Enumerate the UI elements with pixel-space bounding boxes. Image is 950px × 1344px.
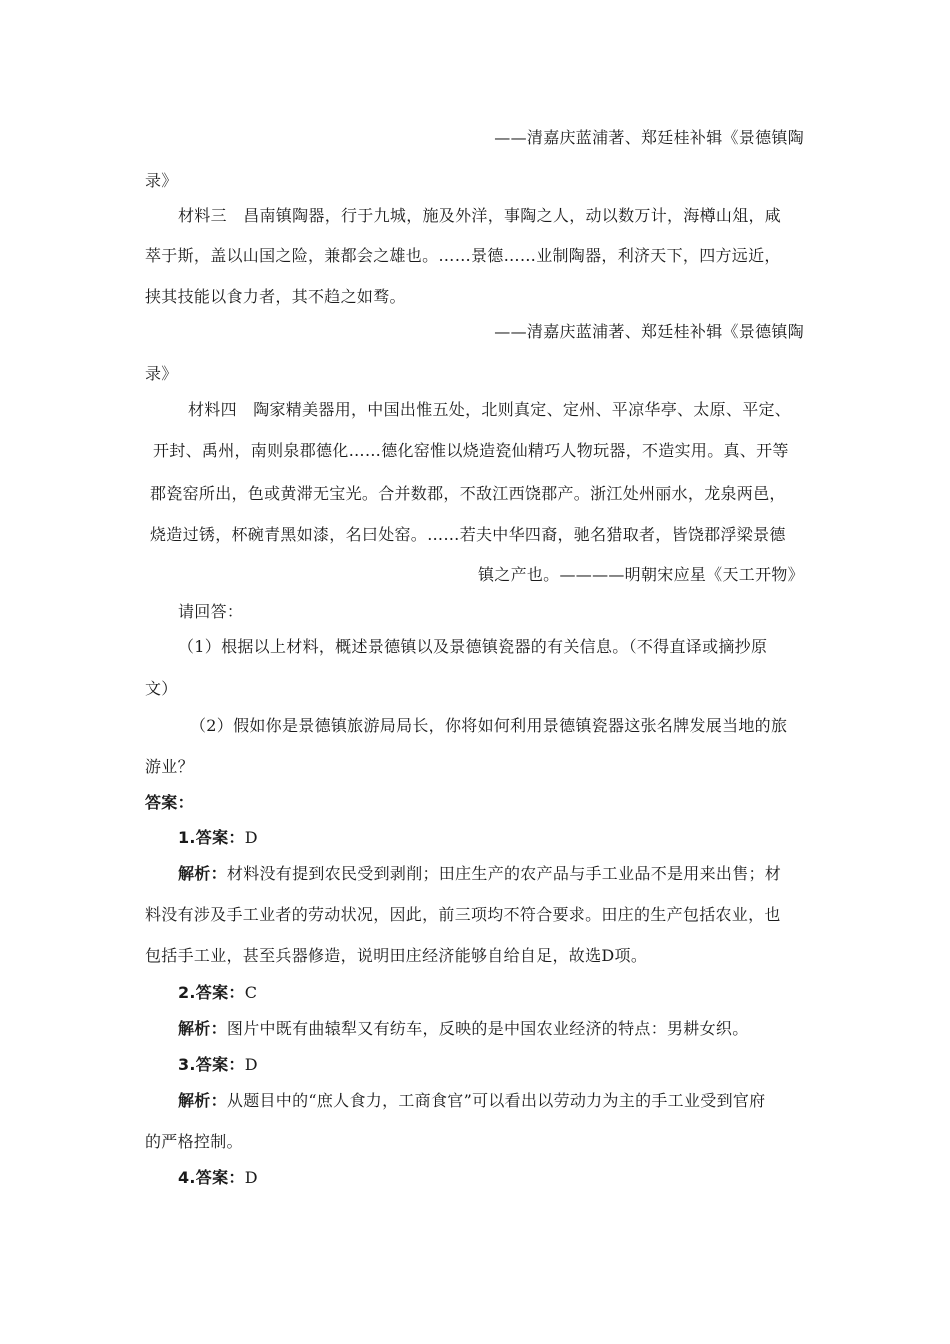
answer-1-explanation-line: 料没有涉及手工业者的劳动状况，因此，前三项均不符合要求。田庄的生产包括农业，也 (145, 905, 781, 924)
material4-paragraph-line: 开封、禹州，南则泉郡德化……德化窑惟以烧造瓷仙精巧人物玩器，不造实用。真、开等 (153, 441, 789, 460)
material4-paragraph-line: 郡瓷窑所出，色或黄滞无宝光。合并数郡，不敌江西饶郡产。浙江处州丽水，龙泉两邑， (150, 484, 786, 503)
answer-2-explanation-text: 图片中既有曲辕犁又有纺车，反映的是中国农业经济的特点：男耕女织。 (226, 1019, 749, 1038)
question-1-line: （1）根据以上材料，概述景德镇以及景德镇瓷器的有关信息。（不得直译或摘抄原 (178, 637, 768, 656)
material2-source-continuation: 录》 (145, 171, 178, 190)
material3-source-line: ——清嘉庆蓝浦著、郑廷桂补辑《景德镇陶 (494, 322, 804, 341)
question-1-continuation: 文） (145, 679, 178, 698)
answer-2-explanation-line (178, 1019, 749, 1039)
answer-1-explanation-line (178, 864, 781, 884)
answer-1-label: 1.答案： (178, 828, 245, 847)
answer-3-explanation-label: 解析： (178, 1091, 227, 1110)
question-2-line: （2）假如你是景德镇旅游局局长，你将如何利用景德镇瓷器这张名牌发展当地的旅 (190, 716, 788, 735)
answer-2 (178, 983, 257, 1003)
material4-paragraph-line: 烧造过锈，杯碗青黑如漆，名曰处窑。……若夫中华四裔，驰名猎取者，皆饶郡浮梁景德 (150, 525, 786, 544)
answer-3-explanation-line (178, 1091, 765, 1111)
answer-3 (178, 1055, 258, 1075)
material4-source-line: 镇之产也。————明朝宋应星《天工开物》 (477, 565, 804, 584)
answer-1-explanation-label: 解析： (178, 864, 227, 883)
answer-2-value: C (244, 983, 258, 1002)
answers-heading: 答案： (145, 793, 194, 812)
answer-3-value: D (244, 1055, 258, 1074)
answer-3-explanation-text: 从题目中的“庶人食力，工商食官”可以看出以劳动力为主的手工业受到官府 (226, 1091, 766, 1110)
material3-paragraph-line: 材料三 昌南镇陶器，行于九城，施及外洋，事陶之人，动以数万计，海樽山俎，咸 (178, 206, 782, 225)
material3-paragraph-line: 挟其技能以食力者，其不趋之如骛。 (145, 287, 406, 306)
answer-1-value: D (244, 828, 258, 847)
answer-3-label: 3.答案： (178, 1055, 245, 1074)
question-prompt: 请回答： (178, 602, 244, 621)
answer-2-label: 2.答案： (178, 983, 245, 1002)
answer-4-label: 4.答案： (178, 1168, 245, 1187)
question-2-continuation: 游业？ (145, 757, 194, 776)
answer-4 (178, 1168, 258, 1188)
answer-1-explanation-text: 材料没有提到农民受到剥削；田庄生产的农产品与手工业品不是用来出售；材 (226, 864, 782, 883)
answer-2-explanation-label: 解析： (178, 1019, 227, 1038)
answer-1-explanation-line: 包括手工业，甚至兵器修造，说明田庄经济能够自给自足，故选D项。 (145, 946, 648, 965)
material3-paragraph-line: 萃于斯，盖以山国之险，兼都会之雄也。……景德……业制陶器，利济天下，四方远近， (145, 246, 781, 265)
material2-source-line: ——清嘉庆蓝浦著、郑廷桂补辑《景德镇陶 (494, 128, 804, 147)
answer-3-explanation-line: 的严格控制。 (145, 1132, 243, 1151)
answer-4-value: D (244, 1168, 258, 1187)
material3-source-continuation: 录》 (145, 364, 178, 383)
material4-paragraph-line: 材料四 陶家精美器用，中国出惟五处，北则真定、定州、平凉华亭、太原、平定、 (188, 400, 792, 419)
answer-1 (178, 828, 258, 848)
